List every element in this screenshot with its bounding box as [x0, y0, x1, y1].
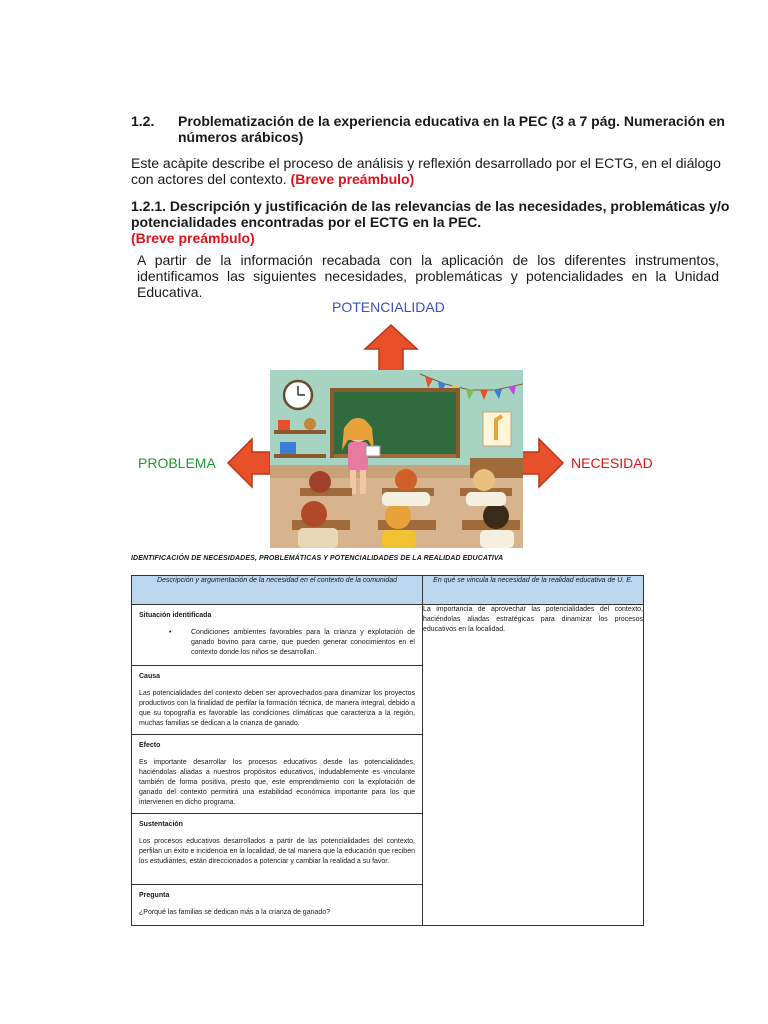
- header-link: En qué se vincula la necesidad de la realidad educativa de U. E.: [423, 576, 644, 605]
- block-text: ¿Porqué las familias se dedican más a la crianza de ganado?: [139, 909, 331, 916]
- block-label: Pregunta: [139, 892, 170, 899]
- block-efecto: [132, 735, 422, 814]
- block-pregunta: [132, 885, 422, 925]
- table-caption: IDENTIFICACIÓN DE NECESIDADES, PROBLEMÁTICAS Y POTENCIALIDADES DE LA REALIDAD EDUCATIVA: [131, 555, 504, 562]
- arrow-left-icon: [226, 437, 272, 489]
- section-number: 1.2.: [131, 113, 155, 129]
- left-cell: [132, 605, 423, 926]
- header-description: Descripción y argumentación de la necesidad en el contexto de la comunidad: [132, 576, 423, 605]
- arrow-up-icon: [363, 323, 419, 373]
- problema-label: PROBLEMA: [138, 455, 216, 471]
- block-label: Situación identificada: [139, 612, 212, 619]
- block-text: Las potencialidades del contexto deben ser aprovechados para dinamizar los proyectos productivos con la finalidad de perfilar la formación técnica, de manera integral, debido a que su topografía es favorable las condiciones climáticas que caracteriza a la región, muchas familias se dedican a la crianza de ganado.: [139, 690, 415, 727]
- section-title: Problematización de la experiencia educativa en la PEC (3 a 7 pág. Numeración en números arábicos): [178, 113, 725, 145]
- block-label: Efecto: [139, 742, 161, 749]
- table-header-row: [132, 576, 644, 605]
- necesidad-label: NECESIDAD: [571, 455, 653, 471]
- block-text: Es importante desarrollar los procesos educativos desde las potencialidades, haciéndolas aliadas a nuestros propósitos educativos, indudablemente es vinculante también de forma positiva, presto que, este emprendimiento con la explotación de ganado del contexto permitirá una estabilidad económica importante para los que intervienen en dicho programa.: [139, 759, 415, 806]
- intro-text: Este acàpite describe el proceso de análisis y reflexión desarrollado por el ECTG, en el diálogo con actores del contexto.: [131, 155, 721, 187]
- bullet-text: Condiciones ambientes favorables para la crianza y explotación de ganado bovino para carne, que pueden generar conocimientos en el contexto donde los niños se desarrollan.: [191, 629, 415, 656]
- subsection-title: 1.2.1. Descripción y justificación de las relevancias de las necesidades, problemáticas y/o potencialidades encontradas por el ECTG en la PEC.: [131, 198, 730, 230]
- bullet-icon: •: [169, 629, 172, 636]
- table-body-row: [132, 605, 644, 926]
- block-label: Sustentación: [139, 821, 183, 828]
- arrow-right-icon: [519, 437, 565, 489]
- classroom-illustration: [270, 370, 523, 548]
- block-causa: [132, 666, 422, 735]
- potencialidad-label: POTENCIALIDAD: [332, 299, 445, 315]
- block-text: Los procesos educativos desarrollados a partir de las potencialidades del contexto, perfilan un éxito e incidencia en la localidad, de tal manera que la educación que reciben los estudiantes, están direccionados a potenciar y cambiar la realidad a su favor.: [139, 838, 415, 865]
- subsection-title-block: [131, 198, 741, 246]
- block-label: Causa: [139, 673, 161, 680]
- right-cell: La importancia de aprovechar las potencialidades del contexto, haciéndolas aliadas estratégicas para dinamizar los procesos educativos en la localidad.: [423, 605, 644, 926]
- needs-table: [131, 575, 644, 926]
- bullet-item: [139, 628, 415, 658]
- block-sustentacion: [132, 814, 422, 885]
- subsection-note: (Breve preámbulo): [131, 230, 255, 246]
- body-paragraph: A partir de la información recabada con la aplicación de los diferentes instrumentos, identificamos las siguientes necesidades, problemáticas y potencialidades en la Unidad Educativa.: [137, 252, 719, 300]
- intro-note: (Breve preámbulo): [290, 171, 415, 187]
- intro-paragraph: [131, 155, 741, 187]
- block-situacion: [132, 605, 422, 666]
